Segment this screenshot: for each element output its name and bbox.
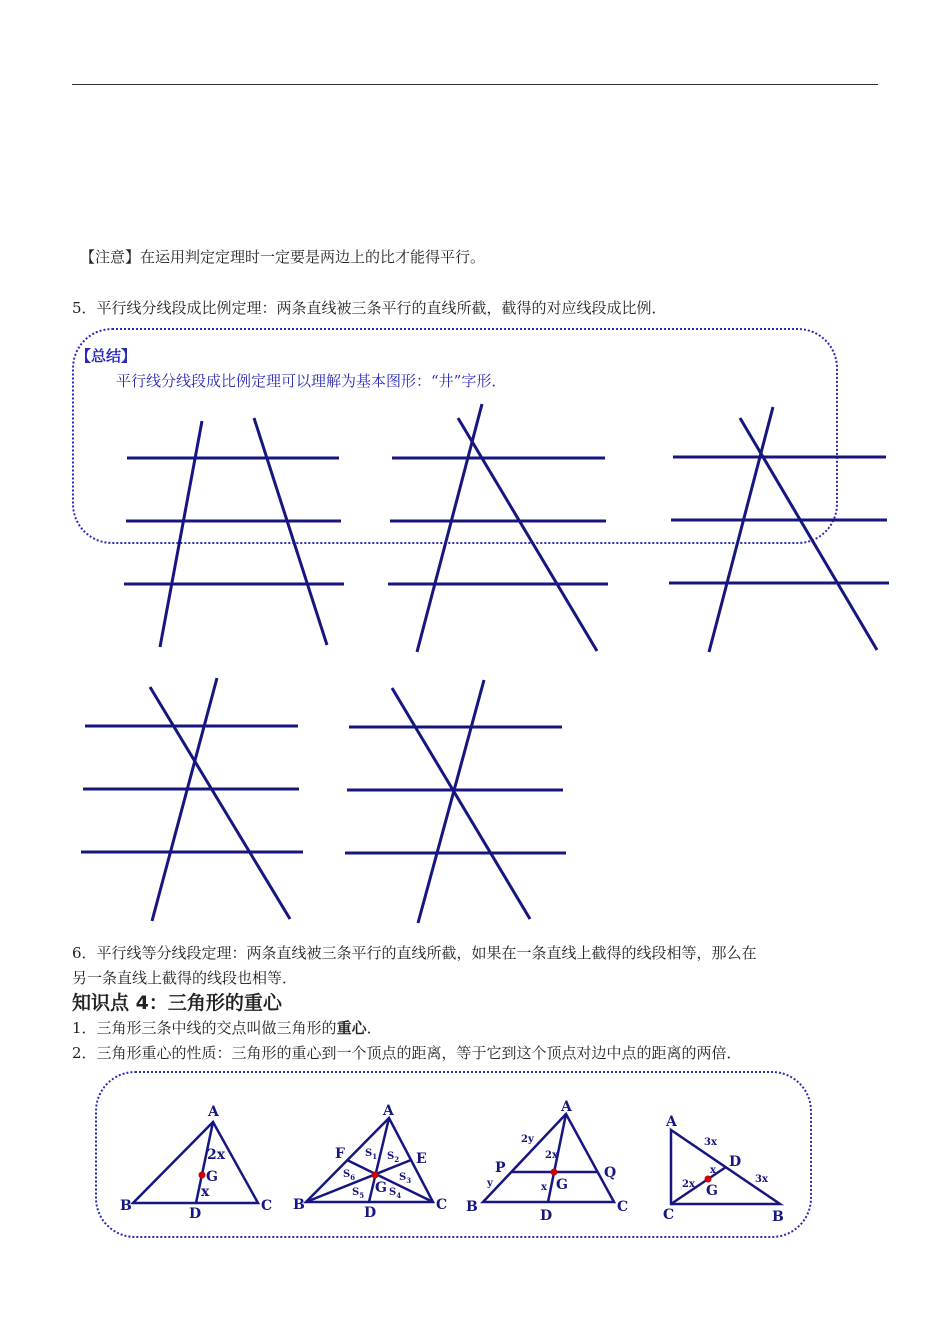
t2-s1: $S_1$ <box>365 1148 378 1161</box>
t4-seg-gd: x <box>710 1165 716 1176</box>
t1-C: C <box>261 1198 273 1214</box>
t2-F: F <box>335 1146 345 1162</box>
t2-B: B <box>293 1197 305 1213</box>
section4-title: 知识点 4：三角形的重心 <box>72 992 282 1014</box>
point1-number: 1． <box>72 1019 97 1037</box>
t4-seg-ad: 3x <box>704 1137 717 1148</box>
point1-end: ． <box>366 1019 382 1037</box>
item5-number: 5． <box>72 299 97 317</box>
t1-seg-top: 2x <box>207 1147 226 1163</box>
t3-B: B <box>466 1199 478 1215</box>
t3-P: P <box>495 1160 506 1176</box>
t1-seg-bottom: x <box>201 1184 210 1200</box>
t2-E: E <box>416 1151 427 1167</box>
t3-seg-bottom: x <box>541 1182 547 1193</box>
t3-A: A <box>561 1099 572 1115</box>
summary-label: 【总结】 <box>76 347 137 365</box>
item5-text: 平行线分线段成比例定理：两条直线被三条平行的直线所截，截得的对应线段成比例． <box>96 299 667 317</box>
t3-D: D <box>540 1208 553 1224</box>
t3-Q: Q <box>604 1165 617 1181</box>
t3-C: C <box>617 1199 629 1215</box>
t2-s2: $S_2$ <box>387 1151 400 1164</box>
triangle-3 <box>466 1099 628 1224</box>
t2-D: D <box>364 1205 377 1221</box>
t2-s4: $S_4$ <box>389 1187 402 1200</box>
t3-seg-ap: 2y <box>521 1134 534 1145</box>
point2-number: 2． <box>72 1044 97 1062</box>
point1-text: 三角形三条中线的交点叫做三角形的 <box>96 1019 337 1037</box>
t4-D: D <box>729 1154 742 1170</box>
point1-bold: 重心 <box>336 1019 367 1037</box>
centroid-dot <box>705 1176 712 1183</box>
triangle-2 <box>293 1103 447 1221</box>
note-text: 在运用判定定理时一定要是两边上的比才能得平行。 <box>140 248 486 266</box>
t4-seg-cg: 2x <box>682 1179 695 1190</box>
triangle-4 <box>663 1114 784 1225</box>
item6-text: 平行线等分线段定理：两条直线被三条平行的直线所截，如果在一条直线上截得的线段相等，那么在 <box>96 944 757 962</box>
t2-s5: $S_5$ <box>352 1187 365 1200</box>
summary-text: 平行线分线段成比例定理可以理解为基本图形：“井”字形． <box>116 372 507 390</box>
t2-s3: $S_3$ <box>399 1172 412 1185</box>
t3-seg-top: 2x <box>545 1150 558 1161</box>
t3-G: G <box>556 1177 568 1193</box>
t4-B: B <box>772 1209 784 1225</box>
t4-G: G <box>706 1183 718 1199</box>
t1-G: G <box>206 1169 218 1185</box>
t4-seg-db: 3x <box>755 1174 768 1185</box>
t2-G: G <box>375 1180 387 1196</box>
t1-D: D <box>189 1206 202 1222</box>
t1-B: B <box>120 1198 132 1214</box>
note-label: 【注意】 <box>80 248 141 266</box>
centroid-dot <box>199 1172 206 1179</box>
item6-number: 6． <box>72 944 97 962</box>
t4-A: A <box>666 1114 677 1130</box>
item6-line2: 另一条直线上截得的线段也相等． <box>72 969 298 987</box>
t2-s6: $S_6$ <box>343 1169 356 1182</box>
centroid-dot <box>551 1169 558 1176</box>
t3-seg-pb: y <box>487 1178 493 1189</box>
point2-text: 三角形重心的性质：三角形的重心到一个顶点的距离，等于它到这个顶点对边中点的距离的两倍． <box>96 1044 742 1062</box>
t2-A: A <box>383 1103 394 1119</box>
centroid-dot <box>372 1172 379 1179</box>
triangle-1 <box>120 1104 272 1222</box>
t1-A: A <box>208 1104 219 1120</box>
t2-C: C <box>436 1197 448 1213</box>
t4-C: C <box>663 1207 675 1223</box>
